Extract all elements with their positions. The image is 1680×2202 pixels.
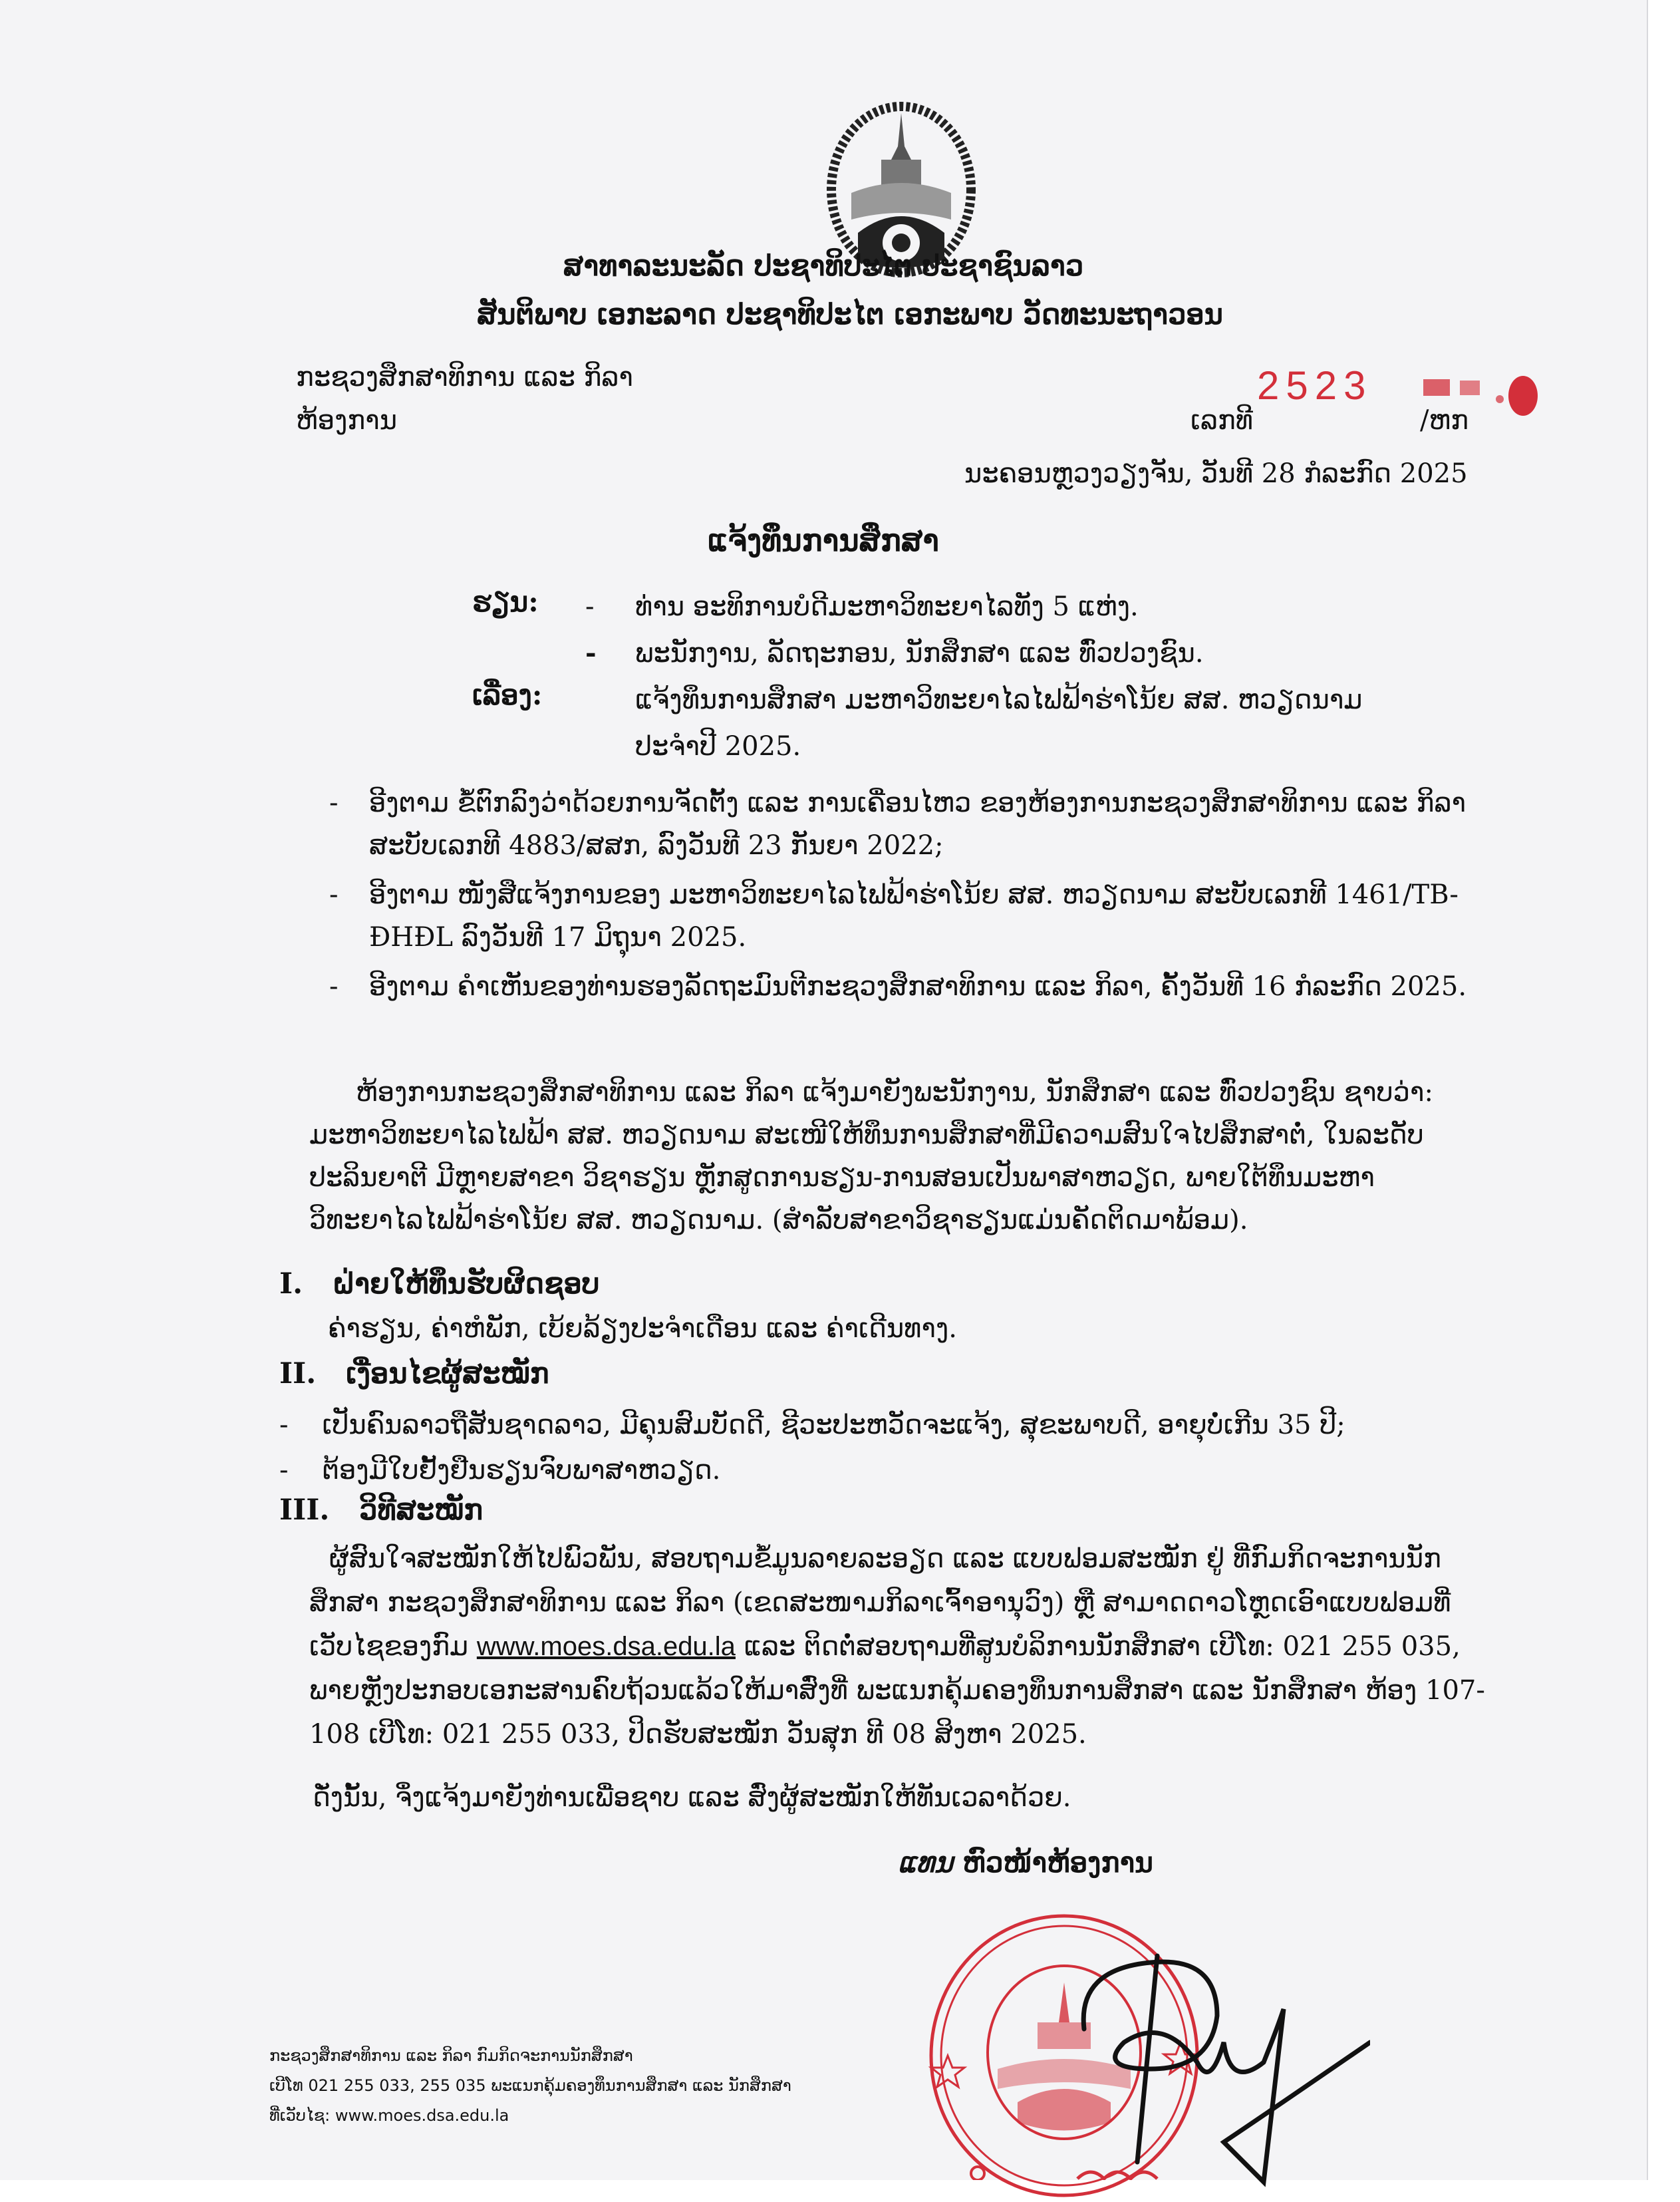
section-1-body: ຄ່າຮຽນ, ຄ່າຫໍພັກ, ເບ້ຍລ້ຽງປະຈຳເດືອນ ແລະ ຄ່າເດີນທາງ. bbox=[328, 1313, 957, 1344]
to-label: ຮຽນ: bbox=[472, 585, 539, 618]
red-stamp-text-fragment-icon bbox=[918, 2159, 1383, 2180]
issuing-office: ຫ້ອງການ bbox=[296, 405, 398, 436]
signatory-title: ແທນ ຫົວໜ້າຫ້ອງການ bbox=[898, 1846, 1153, 1879]
closing-statement: ດັ່ງນັ້ນ, ຈຶ່ງແຈ້ງມາຍັງທ່ານເພື່ອຊາບ ແລະ ສົ່ງຜູ້ສະໝັກໃຫ້ທັນເວລາດ້ວຍ. bbox=[313, 1782, 1071, 1813]
handwritten-signature-icon bbox=[998, 1929, 1370, 2195]
legal-references bbox=[329, 782, 1500, 1015]
bullet-dash: - bbox=[585, 637, 597, 669]
reference-suffix: /ຫກ bbox=[1420, 405, 1469, 436]
bullet-dash: - bbox=[329, 971, 339, 1002]
reference-item: - ອີງຕາມ ຂໍ້ຕົກລົງວ່າດ້ວຍການຈັດຕັ້ງ ແລະ ການເຄື່ອນໄຫວ ຂອງຫ້ອງການກະຊວງສຶກສາທິການ ແລະ ກິລາສະບັບເລກທີ 4883/ສສກ, ລົງວັນທີ 23 ກັນຍາ 2022; bbox=[329, 782, 1500, 867]
recipient-item: ພະນັກງານ, ລັດຖະກອນ, ນັກສຶກສາ ແລະ ທົ່ວປວງຊົນ. bbox=[635, 638, 1204, 669]
reference-item: - ອີງຕາມ ໜັງສືແຈ້ງການຂອງ ມະຫາວິທະຍາໄລໄຟຟ້າຮ່າໂນ້ຍ ສສ. ຫວຽດນາມ ສະບັບເລກທີ 1461/TB-ĐHĐL ລົງວັນທີ 17 ມິຖຸນາ 2025. bbox=[329, 873, 1500, 959]
issuing-ministry: ກະຊວງສຶກສາທິການ ແລະ ກິລາ bbox=[296, 362, 633, 393]
bullet-dash: - bbox=[329, 788, 339, 818]
document-title: ແຈ້ງທຶນການສຶກສາ bbox=[707, 522, 939, 558]
bullet-dash: - bbox=[279, 1455, 289, 1486]
reference-label: ເລກທີ bbox=[1190, 405, 1254, 436]
national-header-line2: ສັນຕິພາບ ເອກະລາດ ປະຊາທິປະໄຕ ເອກະພາບ ວັດທະນະຖາວອນ bbox=[477, 298, 1223, 331]
footer-line: ເບີໂທ 021 255 033, 255 035 ພະແນກຄຸ້ມຄອງທຶນການສຶກສາ ແລະ ນັກສຶກສາ bbox=[269, 2076, 791, 2095]
requirement-item: - ເປັນຄົນລາວຖືສັນຊາດລາວ, ມີຄຸນສົມບັດດີ, ຊີວະປະຫວັດຈະແຈ້ງ, ສຸຂະພາບດີ, ອາຍຸບໍ່ເກີນ 35 ປີ; bbox=[279, 1410, 1345, 1440]
footer-line: ກະຊວງສຶກສາທິການ ແລະ ກິລາ ກົມກິດຈະການນັກສຶກສາ bbox=[269, 2046, 633, 2065]
reference-number-stamp: 2523 bbox=[1257, 363, 1373, 408]
recipient-item: ທ່ານ ອະທິການບໍດີມະຫາວິທະຍາໄລທັງ 5 ແຫ່ງ. bbox=[635, 591, 1139, 622]
website-link[interactable]: www.moes.dsa.edu.la bbox=[476, 1632, 736, 1661]
section-heading-3: III. ວິທີສະໝັກ bbox=[279, 1494, 484, 1527]
date-line: ນະຄອນຫຼວງວຽງຈັນ, ວັນທີ 28 ກໍລະກົດ 2025 bbox=[964, 458, 1468, 489]
bullet-dash: - bbox=[329, 879, 339, 910]
footer-contact bbox=[269, 2041, 791, 2131]
requirement-item: - ຕ້ອງມີໃບຢັ້ງຢືນຮຽນຈົບພາສາຫວຽດ. bbox=[279, 1455, 721, 1486]
national-header-line1: ສາທາລະນະລັດ ປະຊາທິປະໄຕ ປະຊາຊົນລາວ bbox=[563, 249, 1084, 283]
bullet-dash: - bbox=[279, 1410, 289, 1440]
section-heading-2: II. ເງື່ອນໄຂຜູ້ສະໝັກ bbox=[279, 1357, 549, 1390]
section-heading-1: I. ຝ່າຍໃຫ້ທຶນຮັບຜິດຊອບ bbox=[279, 1267, 600, 1301]
section-3-body: ຜູ້ສົນໃຈສະໝັກໃຫ້ໄປພົວພັນ, ສອບຖາມຂໍ້ມູນລາຍລະອຽດ ແລະ ແບບຟອມສະໝັກ ຢູ່ ທີ່ກົມກິດຈະການນັກສຶກສາ ກະຊວງສຶກສາທິການ ແລະ ກິລາ (ເຂດສະໜາມກິລາເຈົ້າອານຸວົງ) ຫຼື ສາມາດດາວໂຫຼດເອົາແບບຟອມທີ່ເວັບໄຊຂອງກົມ www.moes.dsa.edu.la ແລະ ຕິດຕໍ່ສອບຖາມທີ່ສູນບໍລິການນັກສຶກສາ ເບີໂທ: 021 255 035, ພາຍຫຼັງປະກອບເອກະສານຄົບຖ້ວນແລ້ວໃຫ້ມາສົ່ງທີ່ ພະແນກຄຸ້ມຄອງທຶນການສຶກສາ ແລະ ນັກສຶກສາ ຫ້ອງ 107-108 ເບີໂທ: 021 255 033, ປິດຮັບສະໝັກ ວັນສຸກ ທີ 08 ສິງຫາ 2025. bbox=[309, 1543, 1485, 1750]
intro-paragraph: ຫ້ອງການກະຊວງສຶກສາທິການ ແລະ ກິລາ ແຈ້ງມາຍັງພະນັກງານ, ນັກສຶກສາ ແລະ ທົ່ວປວງຊົນ ຊາບວ່າ: ມະຫາວິທະຍາໄລໄຟຟ້າ ສສ. ຫວຽດນາມ ສະເໜີໃຫ້ທຶນການສຶກສາທີ່ມີຄວາມສົນໃຈໄປສຶກສາຕໍ່, ໃນລະດັບປະລິນຍາຕີ ມີຫຼາຍສາຂາ ວິຊາຮຽນ ຫຼັກສູດການຮຽນ-ການສອນເປັນພາສາຫວຽດ, ພາຍໃຕ້ທຶນມະຫາວິທະຍາໄລໄຟຟ້າຮ່າໂນ້ຍ ສສ. ຫວຽດນາມ. (ສຳລັບສາຂາວິຊາຮຽນແມ່ນຄັດຕິດມາພ້ອມ). bbox=[309, 1077, 1433, 1235]
subject-text: ປະຈຳປີ 2025. bbox=[635, 731, 801, 762]
bullet-dash: - bbox=[585, 591, 595, 622]
subject-label: ເລື່ອງ: bbox=[472, 679, 543, 711]
handwritten-prefix: ແທນ bbox=[898, 1846, 953, 1879]
subject-text: ແຈ້ງທຶນການສຶກສາ ມະຫາວິທະຍາໄລໄຟຟ້າຮ່າໂນ້ຍ ສສ. ຫວຽດນາມ bbox=[635, 685, 1363, 715]
reference-item: - ອີງຕາມ ຄຳເຫັນຂອງທ່ານຮອງລັດຖະມົນຕີກະຊວງສຶກສາທິການ ແລະ ກິລາ, ຄັ້ງວັນທີ 16 ກໍລະກົດ 2025. bbox=[329, 965, 1500, 1008]
footer-line: ທີ່ເວັບໄຊ: www.moes.dsa.edu.la bbox=[269, 2106, 509, 2125]
